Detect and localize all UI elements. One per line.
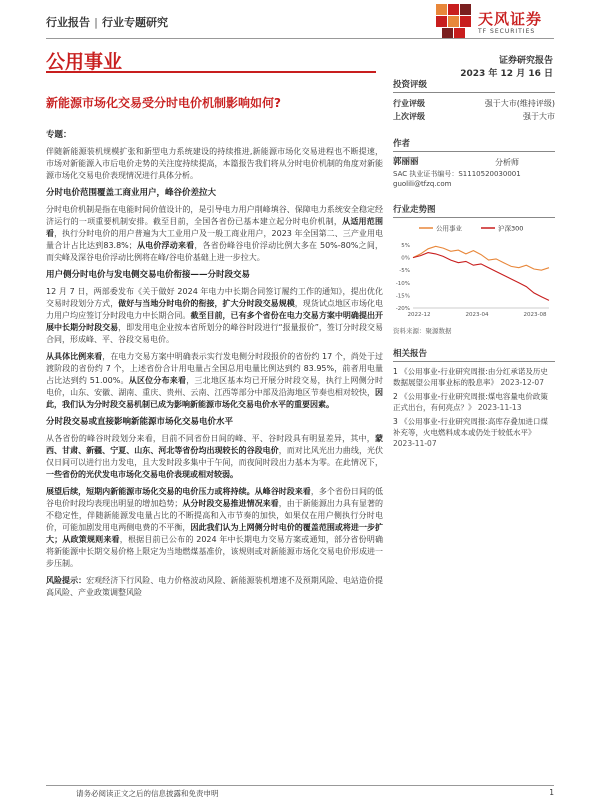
logo-text-cn: 天风证券 <box>478 10 543 28</box>
author-email[interactable]: guolili@tfzq.com <box>393 180 452 188</box>
logo-text-en: TF SECURITIES <box>478 28 536 35</box>
section-heading: 分时段交易或直接影响新能源市场化交易电价水平 <box>46 417 234 427</box>
topic-label: 专题： <box>46 130 72 140</box>
company-logo <box>436 4 556 40</box>
trend-chart <box>393 222 555 322</box>
author-cert: SAC 执业证书编号：S1110520030001 <box>393 170 521 178</box>
footer-divider <box>46 785 554 786</box>
author-row <box>393 156 555 169</box>
related-report-date: 2023-11-13 <box>477 403 522 412</box>
previous-rating: 上次评级 强于大市 <box>393 112 555 121</box>
section-heading: 用户侧分时电价与发电侧交易电价衔接——分时段交易 <box>46 270 251 280</box>
chart-source: 资料来源：聚源数据 <box>393 327 452 335</box>
section-heading: 分时电价范围覆盖工商业用户，峰谷价差拉大 <box>46 188 217 198</box>
sidebar <box>393 78 555 452</box>
y-tick-label: -15% <box>395 293 410 300</box>
author-name: 郭丽丽 <box>393 157 419 167</box>
related-report-item[interactable] <box>393 416 555 449</box>
y-tick-label: 5% <box>401 243 410 250</box>
trend-title: 行业走势图 <box>393 203 555 218</box>
title-divider <box>46 71 376 73</box>
page-number: 1 <box>549 788 554 797</box>
industry-name: 公用事业 <box>46 51 123 73</box>
legend-label: 公用事业 <box>436 224 462 233</box>
header-divider <box>46 38 554 39</box>
paragraph: 从各省份的峰谷时段划分来看，目前不同省份日间的峰、平、谷时段具有明显差异，其中，蒙西、甘肃、新疆、宁夏、山东、河北等省份均出现较长的谷段电价，而对比风光出力曲线，光伏仅日间可以进行出力发电，且大发时段多集中于午间，而夜间时段出力基本为零。在此情况下，一些省份的光伏发电市场化交易电价表现或相对较弱。 <box>46 434 384 479</box>
x-tick-label: 2022-12 <box>407 312 431 318</box>
x-tick-label: 2023-08 <box>523 312 547 318</box>
report-title: 新能源市场化交易受分时电价机制影响如何? <box>46 96 281 110</box>
related-report-item[interactable] <box>393 391 555 413</box>
risk-paragraph: 风险提示：宏观经济下行风险、电力价格波动风险、新能源装机增速不及预期风险、电站造价提高风险、产业政策调整风险 <box>46 576 383 597</box>
trend-chart-svg <box>393 222 555 322</box>
related-title: 相关报告 <box>393 347 555 362</box>
paragraph: 伴随新能源装机规模扩张和新型电力系统建设的持续推进,新能源市场化交易进程也不断提速，市场对新能源入市后电价走势的关注度持续提高，本篇报告我们将从分时电价机制的角度对新能源市场化交易电价表现情况进行具体分析。 <box>46 147 383 180</box>
rating-title: 投资评级 <box>393 78 555 93</box>
y-tick-label: -20% <box>395 306 410 312</box>
report-type: 证券研究报告 <box>498 56 553 66</box>
main-content <box>46 125 383 604</box>
related-report-title: 2 《公用事业-行业研究周报:煤电容量电价政策正式出台，有何亮点？》 <box>393 392 548 412</box>
legend-label: 沪深300 <box>498 224 524 233</box>
paragraph: 从具体比例来看，在电力交易方案中明确表示实行发电侧分时段报价的省份约 17 个，尚处于过渡阶段的省份约 7 个，上述省份合计用电量占全国总用电量比例达到约 83.95%，前者用电量占比达到约 51.00%。从区位分布来看，三北地区基本均已开展分时段交易，执行上网侧分时电价，山东、安徽、湖南、重庆、贵州、云南、江西等部分中部及沿海地区节奏也相对较快，因此，我们认为分时段交易机制已成为影响新能源市场化交易电价水平的重要因素。 <box>46 352 384 409</box>
related-report-date: 2023-11-07 <box>393 439 437 448</box>
related-report-title: 3 《公用事业-行业研究周报:高库存叠加进口煤补充等，火电燃料成本或仍处于较低水平》 <box>393 417 548 437</box>
series-line <box>413 246 549 270</box>
paragraph: 分时电价机制是指在电能时间价值设计的，是引导电力用户削峰填谷、保障电力系统安全稳定经济运行的一项重要机制安排。截至目前，全国各省份已基本建立起分时电价机制，从适用范围看，执行分时电价的用户普遍为大工业用户及一般工商业用户，2023 年全国第二、三产业用电量合计占比达到83.8%；从电价浮动来看，各省份峰谷电价浮动比例大多在 50%-80%之间，而尖峰及深谷电价浮动比例将在峰/谷电价基础上进一步拉大。 <box>46 205 384 262</box>
related-reports <box>393 366 555 449</box>
footer-disclaimer: 请务必阅读正文之后的信息披露和免责申明 <box>76 789 219 798</box>
y-tick-label: -5% <box>399 268 410 275</box>
industry-rating: 行业评级 强于大市(维持评级) <box>393 99 555 108</box>
paragraph: 展望后续，短期内新能源市场化交易的电价压力或将持续。从峰谷时段来看，多个省份日间的低谷电价时段均表现出明显的增加趋势；从分时段交易推进情况来看，由于新能源出力具有显著的不稳定性，伴随新能源发电量占比的不断提高和入市节奏的加快，如果仅在用户侧执行分时电价，可能加剧发用电两侧电费的不平衡，因此我们认为上网侧分时电价的覆盖范围或将进一步扩大；从政策规则来看，根据目前已公布的 2024 年中长期电力交易方案或通知，部分省份明确将新能源中长期交易价格上限定为当地燃煤基准价，该规则或对新能源市场化交易电价形成进一步压制。 <box>46 487 384 568</box>
report-category: 行业报告 | 行业专题研究 <box>46 16 169 29</box>
logo-mark-icon <box>436 4 474 38</box>
series-line <box>413 253 549 301</box>
x-tick-label: 2023-04 <box>465 312 489 318</box>
related-report-title: 1 《公用事业-行业研究周报:由分红承诺及历史数据展望公用事业标的股息率》 <box>393 367 548 387</box>
report-date: 2023 年 12 月 16 日 <box>460 69 553 79</box>
author-title: 作者 <box>393 137 555 152</box>
related-report-date: 2023-12-07 <box>500 378 544 387</box>
author-role: 分析师 <box>495 158 519 167</box>
y-tick-label: 0% <box>401 255 410 262</box>
paragraph: 12 月 7 日，两部委发布《关于做好 2024 年电力中长期合同签订履约工作的通知》，提出优化交易时段划分方式，做好与当地分时电价的衔接，扩大分时段交易规模，现货试点地区市场化电力用户均应签订分时段电力中长期合同。截至目前，已有多个省份在电力交易方案中明确提出开展中长期分时段交易，即发用电企业按本省所划分的峰谷时段进行“报量报价”，签订分时段交易合同，形成峰、平、谷段交易电价。 <box>46 287 384 344</box>
related-report-item[interactable] <box>393 366 555 388</box>
y-tick-label: -10% <box>395 280 410 287</box>
